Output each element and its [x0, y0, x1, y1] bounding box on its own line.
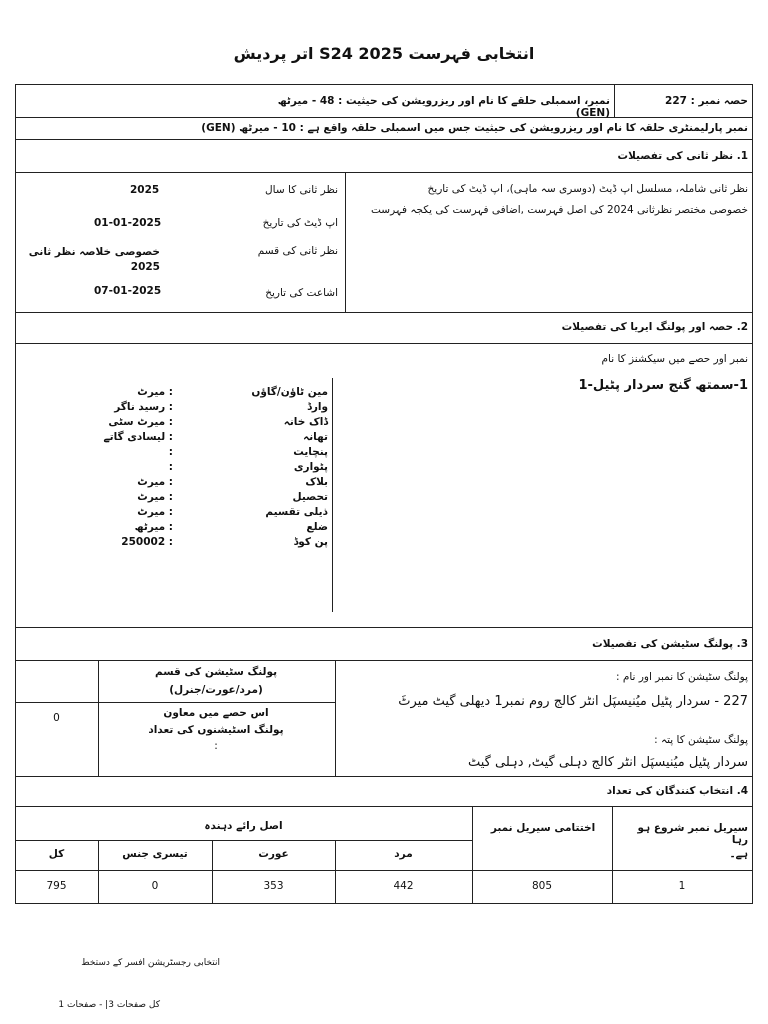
start-serial-header-2: ہے۔: [729, 848, 748, 860]
revision-description-line1: نظر ثانی شاملہ، مسلسل اپ ڈیٹ (دوسری سہ ماہی)، اپ ڈیٹ کی تاریخ: [427, 183, 748, 195]
tehsil-label: تحصیل: [292, 491, 328, 503]
post-office-value: : میرٹ سٹی: [108, 416, 173, 428]
update-date-value: 01-01-2025: [94, 217, 162, 229]
start-serial-header: سیریل نمبر شروع ہو رہا: [637, 822, 748, 846]
revision-year-label: نظر ثانی کا سال: [265, 184, 338, 196]
pincode-label: پن کوڈ: [293, 536, 328, 548]
revision-type-label: نظر ثانی کی قسم: [257, 245, 338, 257]
net-voters-header: اصل رائے دہندہ: [204, 820, 283, 832]
sections-label: نمبر اور حصے میں سیکشنز کا نام: [601, 353, 748, 365]
pincode-value: : 250002: [121, 536, 173, 548]
publication-date-value: 07-01-2025: [94, 285, 162, 297]
block-value: : میرٹ: [137, 476, 173, 488]
female-count: 353: [263, 880, 284, 892]
section4-heading: 4. انتخاب کنندگان کی تعداد: [606, 785, 748, 797]
section-entry: 1-سمتھ گنج سردار پٹیل-1: [578, 378, 748, 393]
subdivision-label: ذیلی تقسیم: [265, 506, 328, 518]
district-label: ضلع: [306, 521, 328, 533]
signature-label: انتخابی رجسٹریشن افسر کے دستخط: [81, 958, 220, 968]
end-serial-value: 805: [531, 880, 553, 892]
main-town-label: مین ٹاؤن/گاؤں: [251, 386, 328, 398]
assembly-constituency: نمبر، اسمبلی حلقے کا نام اور ریزرویشن کی حیثیت : 48 - میرٹھ (GEN): [277, 95, 610, 119]
patwari-label: پٹواری: [293, 461, 328, 473]
third-gender-count: 0: [151, 880, 159, 892]
auxiliary-stations-count: 0: [53, 712, 60, 724]
section2-heading: 2. حصہ اور پولنگ ایریا کی تفصیلات: [561, 321, 748, 333]
panchayat-value: :: [168, 446, 173, 458]
revision-description-line2: خصوصی مختصر نظرثانی 2024 کی اصل فہرست ,اضافی فہرست کی یکجہ فہرست: [370, 204, 748, 216]
station-type-label: پولنگ سٹیشن کی قسم: [154, 666, 278, 678]
main-town-value: : میرٹ: [137, 386, 173, 398]
section1-heading: 1. نظر ثانی کی تفصیلات: [617, 150, 748, 162]
auxiliary-stations-label-2: پولنگ اسٹیشنوں کی تعداد: [148, 724, 284, 736]
ward-label: وارڈ: [307, 401, 328, 413]
tehsil-value: : میرٹ: [137, 491, 173, 503]
polling-station-number-label: پولنگ سٹیشن کا نمبر اور نام :: [615, 671, 748, 683]
ward-value: : رسید ناگر: [114, 401, 173, 413]
parliamentary-constituency: نمبر پارلیمنٹری حلقہ کا نام اور ریزرویشن کی حیثیت جس میں اسمبلی حلقہ واقع ہے : 10 - میرٹھ (GEN): [201, 122, 748, 134]
page-count: کل صفحات 3| - صفحات 1: [58, 1000, 160, 1010]
third-gender-header: تیسری جنس: [122, 848, 188, 860]
block-label: بلاک: [305, 476, 328, 488]
station-type-options: (مرد/عورت/جنرل): [169, 684, 263, 696]
auxiliary-stations-label: اس حصے میں معاون: [163, 707, 269, 719]
panchayat-label: پنچایت: [293, 446, 328, 458]
revision-year-value: 2025: [130, 184, 160, 196]
police-station-value: : لیسادی گاتے: [103, 431, 173, 443]
polling-station-address: سردار پٹیل میُنیسپَل انٹر کالج دہلی گیٹ, دہلی گیٹ: [467, 755, 748, 770]
part-number: حصہ نمبر : 227: [665, 95, 748, 107]
start-serial-value: 1: [678, 880, 686, 892]
male-header: مرد: [394, 848, 413, 860]
patwari-value: :: [168, 461, 173, 473]
section3-heading: 3. پولنگ سٹیشن کی تفصیلات: [592, 638, 748, 650]
polling-station-address-label: پولنگ سٹیشن کا پتہ :: [654, 734, 748, 746]
revision-type-value: خصوصی خلاصہ نظر ثانی 2025: [28, 246, 160, 273]
total-count: 795: [46, 880, 67, 892]
male-count: 442: [393, 880, 414, 892]
police-station-label: تھانہ: [303, 431, 328, 443]
auxiliary-stations-colon: :: [214, 740, 218, 752]
subdivision-value: : میرٹ: [137, 506, 173, 518]
publication-date-label: اشاعت کی تاریخ: [265, 287, 338, 299]
female-header: عورت: [258, 848, 289, 860]
end-serial-header: اختتامی سیریل نمبر: [490, 822, 596, 834]
page-title: انتخابی فہرست S24 2025 اتر پردیش: [233, 44, 535, 63]
polling-station-number-name: 227 - سردار پٹیل میُنیسپَل انٹر کالج روم نمبر1 دیھلی گیٹ میرٹَ: [398, 694, 748, 709]
total-header: کل: [48, 848, 65, 860]
update-date-label: اپ ڈیٹ کی تاریخ: [262, 217, 338, 229]
post-office-label: ڈاک خانہ: [283, 416, 328, 428]
district-value: : میرٹھ: [134, 521, 173, 533]
